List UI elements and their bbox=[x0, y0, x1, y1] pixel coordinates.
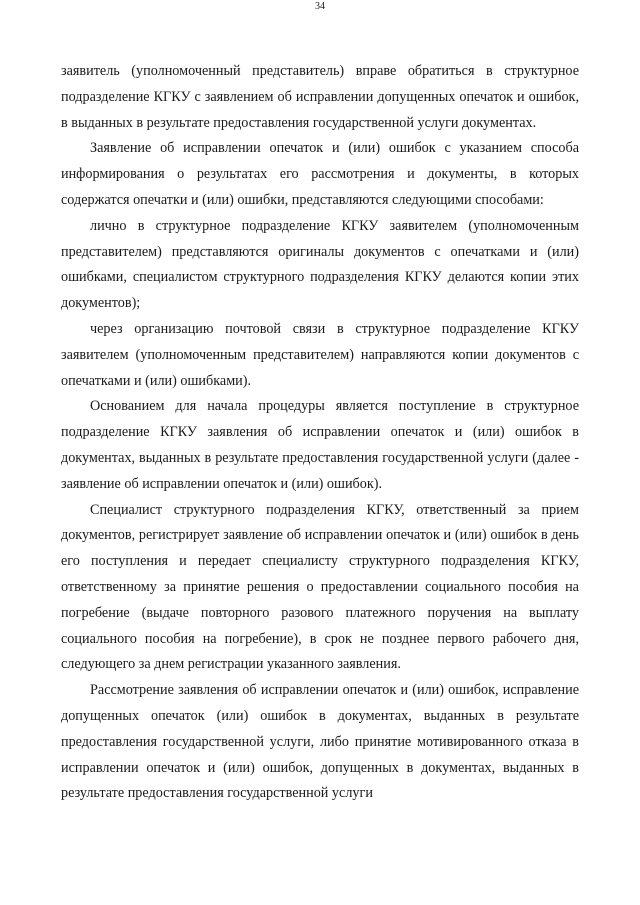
paragraph-3: лично в структурное подразделение КГКУ заявителем (уполномоченным представителем) представляются оригиналы документов с опечатками и (или) ошибками, специалистом структурного подразделения КГКУ делаются копии этих документов); bbox=[61, 217, 579, 312]
paragraph-1: заявитель (уполномоченный представитель) вправе обратиться в структурное подразделение КГКУ с заявлением об исправлении допущенных опечаток и ошибок, в выданных в результате предоставления государственной услуги документах. bbox=[61, 63, 579, 131]
paragraph-5: Основанием для начала процедуры является поступление в структурное подразделение КГКУ заявления об исправлении опечаток и (или) ошибок в документах, выданных в результате предоставления государственной услуги (далее - заявление об исправлении опечаток и (или) ошибок). bbox=[61, 398, 579, 492]
paragraph-7: Рассмотрение заявления об исправлении опечаток и (или) ошибок, исправление допущенных опечаток (или) ошибок в документах, выданных в результате предоставления государственной услуги, либо принятие мотивированного отказа в исправлении опечаток и (или) ошибок, допущенных в документах, выданных в результате предоставления государственной услуги bbox=[61, 682, 579, 802]
page-number: 34 bbox=[315, 1, 325, 12]
paragraph-4: через организацию почтовой связи в структурное подразделение КГКУ заявителем (уполномоченным представителем) направляются копии документов с опечатками и (или) ошибками). bbox=[61, 320, 579, 389]
paragraph-2: Заявление об исправлении опечаток и (или) ошибок с указанием способа информирования о результатах его рассмотрения и документы, в которых содержатся опечатки и (или) ошибки, представляются следующими способами: bbox=[61, 140, 579, 208]
paragraph-6: Специалист структурного подразделения КГКУ, ответственный за прием документов, регистрирует заявление об исправлении опечаток и (или) ошибок в день его поступления и передает специалисту структурного подразделения КГКУ, ответственному за принятие решения о предоставлении социального пособия на погребение (выдаче повторного разового платежного поручения на выплату социального пособия на погребение), в срок не позднее первого рабочего дня, следующего за днем регистрации указанного заявления. bbox=[61, 501, 579, 673]
document-body bbox=[61, 59, 579, 807]
